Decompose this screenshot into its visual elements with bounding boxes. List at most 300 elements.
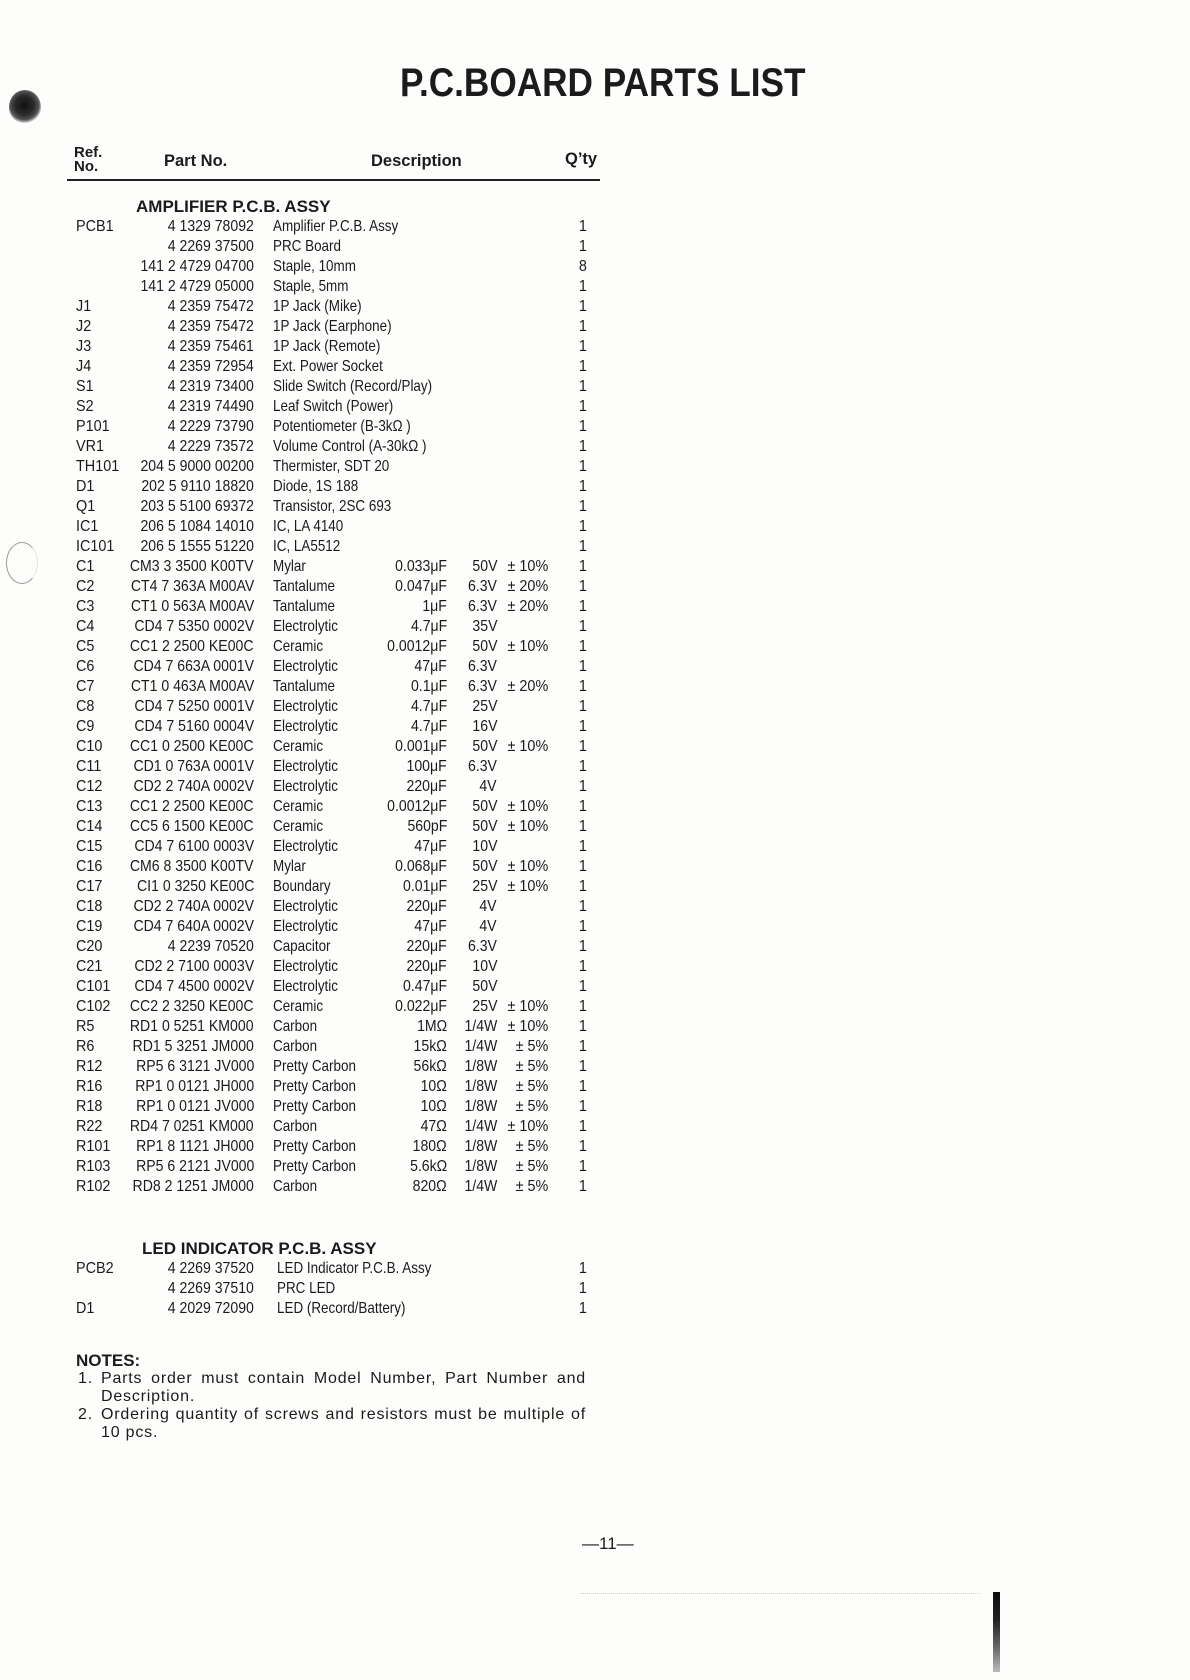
- part-no-cell: RP1 0 0121 JH000: [135, 1078, 254, 1095]
- parts-rows: [0, 1259, 1190, 1319]
- parts-row: [0, 897, 1190, 917]
- ref-no-cell: C17: [76, 878, 103, 895]
- rating-cell: 16V: [471, 718, 497, 735]
- description-cell: Electrolytic: [273, 898, 338, 915]
- part-no-cell: RP1 8 1121 JH000: [136, 1138, 254, 1155]
- qty-cell: 1: [578, 958, 587, 975]
- header-no: No.: [74, 158, 99, 175]
- qty-cell: 1: [578, 838, 587, 855]
- ref-no-cell: J2: [76, 318, 92, 335]
- part-no-cell: CD4 7 5250 0001V: [134, 698, 254, 715]
- ref-no-cell: R18: [76, 1098, 103, 1115]
- notes: [0, 1352, 1190, 1442]
- section-led-indicator: [0, 1239, 1190, 1319]
- tolerance-cell: ± 10%: [507, 558, 548, 575]
- value-cell: 0.001μF: [395, 738, 447, 755]
- part-no-cell: CC1 2 2500 KE00C: [130, 638, 254, 655]
- rating-cell: 4V: [479, 898, 497, 915]
- part-no-cell: 4 1329 78092: [167, 218, 254, 235]
- part-no-cell: 4 2359 72954: [167, 358, 254, 375]
- rating-cell: 4V: [479, 918, 497, 935]
- parts-row: [0, 1117, 1190, 1137]
- parts-row: [0, 357, 1190, 377]
- header-description: Description: [371, 152, 462, 170]
- qty-cell: 1: [578, 538, 587, 555]
- parts-row: [0, 997, 1190, 1017]
- description-cell: Carbon: [273, 1118, 318, 1135]
- part-no-cell: RD4 7 0251 KM000: [130, 1118, 254, 1135]
- qty-cell: 1: [578, 618, 587, 635]
- part-no-cell: CD2 2 7100 0003V: [134, 958, 254, 975]
- qty-cell: 1: [578, 1038, 587, 1055]
- note-item: [0, 1370, 1190, 1406]
- parts-row: [0, 297, 1190, 317]
- part-no-cell: CC5 6 1500 KE00C: [130, 818, 254, 835]
- qty-cell: 1: [578, 678, 587, 695]
- qty-cell: 1: [578, 978, 587, 995]
- value-cell: 0.01μF: [402, 878, 447, 895]
- qty-cell: 1: [578, 218, 587, 235]
- description-cell: PRC Board: [273, 238, 341, 255]
- ref-no-cell: D1: [76, 478, 95, 495]
- value-cell: 0.47μF: [402, 978, 447, 995]
- qty-cell: 1: [578, 798, 587, 815]
- rating-cell: 50V: [471, 638, 497, 655]
- description-cell: Ext. Power Socket: [273, 358, 383, 375]
- rating-cell: 1/8W: [464, 1058, 497, 1075]
- tolerance-cell: ± 10%: [507, 1018, 548, 1035]
- rating-cell: 50V: [471, 978, 497, 995]
- part-no-cell: 4 2269 37500: [167, 238, 254, 255]
- parts-row: [0, 1299, 1190, 1319]
- description-cell: IC, LA 4140: [273, 518, 344, 535]
- parts-row: [0, 437, 1190, 457]
- ref-no-cell: C12: [76, 778, 103, 795]
- description-cell: Ceramic: [273, 638, 324, 655]
- parts-row: [0, 257, 1190, 277]
- part-no-cell: CM3 3 3500 K00TV: [130, 558, 254, 575]
- parts-row: [0, 877, 1190, 897]
- notes-heading: NOTES:: [76, 1351, 141, 1370]
- ref-no-cell: R12: [76, 1058, 103, 1075]
- note-line: Description.: [101, 1388, 196, 1405]
- value-cell: 0.068μF: [395, 858, 447, 875]
- parts-row: [0, 977, 1190, 997]
- part-no-cell: 202 5 9110 18820: [141, 478, 254, 495]
- ref-no-cell: C8: [76, 698, 95, 715]
- tolerance-cell: ± 10%: [507, 798, 548, 815]
- value-cell: 220μF: [406, 778, 447, 795]
- qty-cell: 1: [578, 858, 587, 875]
- qty-cell: 1: [578, 698, 587, 715]
- qty-cell: 1: [578, 318, 587, 335]
- parts-row: [0, 277, 1190, 297]
- rating-cell: 50V: [471, 858, 497, 875]
- rating-cell: 50V: [471, 818, 497, 835]
- rating-cell: 1/4W: [464, 1178, 497, 1195]
- qty-cell: 1: [578, 238, 587, 255]
- part-no-cell: CD2 2 740A 0002V: [133, 898, 254, 915]
- value-cell: 0.0012μF: [387, 638, 447, 655]
- parts-row: [0, 337, 1190, 357]
- ref-no-cell: D1: [76, 1300, 95, 1317]
- rating-cell: 25V: [471, 998, 497, 1015]
- header-rule: [67, 179, 600, 181]
- qty-cell: 1: [578, 638, 587, 655]
- parts-row: [0, 237, 1190, 257]
- ref-no-cell: C101: [76, 978, 111, 995]
- ref-no-cell: IC1: [76, 518, 99, 535]
- part-no-cell: CC2 2 3250 KE00C: [130, 998, 254, 1015]
- part-no-cell: 4 2269 37510: [167, 1280, 254, 1297]
- description-cell: Electrolytic: [273, 778, 338, 795]
- description-cell: Tantalume: [273, 678, 336, 695]
- tolerance-cell: ± 5%: [515, 1078, 548, 1095]
- parts-row: [0, 1279, 1190, 1299]
- qty-cell: 1: [578, 1018, 587, 1035]
- ref-no-cell: C16: [76, 858, 103, 875]
- note-text: [101, 1406, 586, 1442]
- note-line: Parts order must contain Model Number, Part Number and: [101, 1370, 586, 1387]
- ref-no-cell: R101: [76, 1138, 111, 1155]
- ref-no-cell: C10: [76, 738, 103, 755]
- parts-row: [0, 817, 1190, 837]
- part-no-cell: 204 5 9000 00200: [140, 458, 254, 475]
- qty-cell: 1: [578, 718, 587, 735]
- parts-row: [0, 317, 1190, 337]
- value-cell: 4.7μF: [410, 718, 447, 735]
- rating-cell: 4V: [479, 778, 497, 795]
- description-cell: Carbon: [273, 1178, 318, 1195]
- ref-no-cell: J4: [76, 358, 92, 375]
- parts-row: [0, 477, 1190, 497]
- part-no-cell: 4 2359 75461: [167, 338, 254, 355]
- rating-cell: 1/8W: [464, 1078, 497, 1095]
- part-no-cell: RP5 6 3121 JV000: [135, 1058, 254, 1075]
- value-cell: 47μF: [414, 918, 447, 935]
- value-cell: 0.1μF: [410, 678, 447, 695]
- value-cell: 560pF: [407, 818, 447, 835]
- qty-cell: 1: [578, 918, 587, 935]
- value-cell: 0.047μF: [395, 578, 447, 595]
- rating-cell: 1/4W: [464, 1018, 497, 1035]
- ref-no-cell: PCB1: [76, 218, 114, 235]
- parts-rows: [0, 217, 1190, 1197]
- description-cell: Capacitor: [273, 938, 331, 955]
- tolerance-cell: ± 10%: [507, 858, 548, 875]
- qty-cell: 1: [578, 758, 587, 775]
- ref-no-cell: S1: [76, 378, 94, 395]
- qty-cell: 1: [578, 1058, 587, 1075]
- description-cell: Diode, 1S 188: [273, 478, 359, 495]
- description-cell: Ceramic: [273, 738, 324, 755]
- part-no-cell: 4 2229 73790: [167, 418, 254, 435]
- description-cell: Electrolytic: [273, 978, 338, 995]
- value-cell: 10Ω: [420, 1098, 447, 1115]
- description-cell: 1P Jack (Earphone): [273, 318, 392, 335]
- qty-cell: 1: [578, 558, 587, 575]
- tolerance-cell: ± 10%: [507, 638, 548, 655]
- ref-no-cell: C14: [76, 818, 103, 835]
- tolerance-cell: ± 5%: [515, 1158, 548, 1175]
- parts-row: [0, 417, 1190, 437]
- description-cell: Electrolytic: [273, 658, 338, 675]
- tolerance-cell: ± 10%: [507, 818, 548, 835]
- qty-cell: 1: [578, 458, 587, 475]
- rating-cell: 6.3V: [468, 598, 497, 615]
- value-cell: 47Ω: [420, 1118, 447, 1135]
- rating-cell: 6.3V: [468, 938, 497, 955]
- part-no-cell: RD8 2 1251 JM000: [132, 1178, 254, 1195]
- part-no-cell: CC1 0 2500 KE00C: [130, 738, 254, 755]
- qty-cell: 1: [578, 1118, 587, 1135]
- parts-row: [0, 517, 1190, 537]
- value-cell: 4.7μF: [410, 618, 447, 635]
- note-line: 10 pcs.: [101, 1424, 159, 1441]
- qty-cell: 1: [578, 658, 587, 675]
- ref-no-cell: C15: [76, 838, 103, 855]
- ref-no-cell: C1: [76, 558, 95, 575]
- ref-no-cell: C19: [76, 918, 103, 935]
- rating-cell: 6.3V: [468, 758, 497, 775]
- description-cell: LED (Record/Battery): [277, 1300, 406, 1317]
- tolerance-cell: ± 10%: [507, 738, 548, 755]
- description-cell: Pretty Carbon: [273, 1078, 356, 1095]
- parts-row: [0, 537, 1190, 557]
- parts-row: [0, 1017, 1190, 1037]
- parts-row: [0, 757, 1190, 777]
- rating-cell: 50V: [471, 738, 497, 755]
- ref-no-cell: C4: [76, 618, 95, 635]
- ref-no-cell: Q1: [76, 498, 96, 515]
- note-item: [0, 1406, 1190, 1442]
- qty-cell: 1: [578, 1098, 587, 1115]
- value-cell: 0.033μF: [395, 558, 447, 575]
- description-cell: Thermister, SDT 20: [273, 458, 390, 475]
- parts-row: [0, 777, 1190, 797]
- value-cell: 47μF: [414, 658, 447, 675]
- parts-row: [0, 1259, 1190, 1279]
- qty-cell: 1: [578, 998, 587, 1015]
- rating-cell: 50V: [471, 798, 497, 815]
- value-cell: 0.022μF: [395, 998, 447, 1015]
- parts-row: [0, 557, 1190, 577]
- ref-no-cell: C13: [76, 798, 103, 815]
- header-qty: Q’ty: [565, 150, 598, 168]
- description-cell: Ceramic: [273, 818, 324, 835]
- qty-cell: 1: [578, 418, 587, 435]
- description-cell: 1P Jack (Remote): [273, 338, 381, 355]
- part-no-cell: RD1 5 3251 JM000: [132, 1038, 254, 1055]
- part-no-cell: 4 2359 75472: [167, 298, 254, 315]
- description-cell: Leaf Switch (Power): [273, 398, 394, 415]
- part-no-cell: CD4 7 4500 0002V: [134, 978, 254, 995]
- rating-cell: 1/4W: [464, 1038, 497, 1055]
- qty-cell: 1: [578, 438, 587, 455]
- rating-cell: 10V: [471, 838, 497, 855]
- qty-cell: 1: [578, 1280, 587, 1297]
- ref-no-cell: C9: [76, 718, 95, 735]
- section-heading: LED INDICATOR P.C.B. ASSY: [142, 1239, 377, 1258]
- part-no-cell: 4 2229 73572: [167, 438, 254, 455]
- value-cell: 47μF: [414, 838, 447, 855]
- parts-row: [0, 657, 1190, 677]
- ref-no-cell: J1: [76, 298, 92, 315]
- part-no-cell: CT4 7 363A M00AV: [130, 578, 254, 595]
- description-cell: PRC LED: [277, 1280, 336, 1297]
- rating-cell: 6.3V: [468, 578, 497, 595]
- rating-cell: 35V: [471, 618, 497, 635]
- ref-no-cell: R6: [76, 1038, 95, 1055]
- parts-row: [0, 957, 1190, 977]
- description-cell: Potentiometer (B-3kΩ ): [273, 418, 411, 435]
- ref-no-cell: C21: [76, 958, 103, 975]
- parts-row: [0, 497, 1190, 517]
- tolerance-cell: ± 10%: [507, 1118, 548, 1135]
- rating-cell: 1/8W: [464, 1138, 497, 1155]
- part-no-cell: CI1 0 3250 KE00C: [136, 878, 254, 895]
- qty-cell: 1: [578, 778, 587, 795]
- rating-cell: 25V: [471, 878, 497, 895]
- ref-no-cell: S2: [76, 398, 94, 415]
- part-no-cell: 203 5 5100 69372: [140, 498, 254, 515]
- tolerance-cell: ± 20%: [507, 578, 548, 595]
- tolerance-cell: ± 5%: [515, 1138, 548, 1155]
- description-cell: 1P Jack (Mike): [273, 298, 362, 315]
- qty-cell: 1: [578, 578, 587, 595]
- description-cell: Electrolytic: [273, 618, 338, 635]
- ref-no-cell: C102: [76, 998, 111, 1015]
- scan-dotted-line: [580, 1593, 980, 1594]
- ref-no-cell: R22: [76, 1118, 103, 1135]
- part-no-cell: 206 5 1084 14010: [140, 518, 254, 535]
- parts-row: [0, 1057, 1190, 1077]
- ref-no-cell: P101: [76, 418, 110, 435]
- value-cell: 5.6kΩ: [409, 1158, 447, 1175]
- description-cell: Pretty Carbon: [273, 1158, 356, 1175]
- description-cell: IC, LA5512: [273, 538, 341, 555]
- part-no-cell: CT1 0 563A M00AV: [130, 598, 254, 615]
- tolerance-cell: ± 5%: [515, 1058, 548, 1075]
- qty-cell: 1: [578, 298, 587, 315]
- value-cell: 1μF: [422, 598, 447, 615]
- qty-cell: 1: [578, 1078, 587, 1095]
- section-amplifier: [0, 197, 1190, 1197]
- qty-cell: 1: [578, 1158, 587, 1175]
- part-no-cell: 4 2239 70520: [167, 938, 254, 955]
- part-no-cell: CM6 8 3500 K00TV: [130, 858, 254, 875]
- qty-cell: 1: [578, 738, 587, 755]
- parts-row: [0, 1097, 1190, 1117]
- part-no-cell: CT1 0 463A M00AV: [130, 678, 254, 695]
- description-cell: Ceramic: [273, 798, 324, 815]
- part-no-cell: CD1 0 763A 0001V: [133, 758, 254, 775]
- ref-no-cell: R102: [76, 1178, 111, 1195]
- description-cell: Electrolytic: [273, 838, 338, 855]
- part-no-cell: CD4 7 663A 0001V: [133, 658, 254, 675]
- description-cell: Tantalume: [273, 578, 336, 595]
- ref-no-cell: R103: [76, 1158, 111, 1175]
- section-heading: AMPLIFIER P.C.B. ASSY: [136, 197, 331, 216]
- description-cell: Amplifier P.C.B. Assy: [273, 218, 399, 235]
- part-no-cell: 4 2319 74490: [167, 398, 254, 415]
- parts-row: [0, 717, 1190, 737]
- value-cell: 0.0012μF: [387, 798, 447, 815]
- part-no-cell: 4 2029 72090: [167, 1300, 254, 1317]
- rating-cell: 50V: [471, 558, 497, 575]
- value-cell: 15kΩ: [413, 1038, 447, 1055]
- parts-row: [0, 1177, 1190, 1197]
- parts-row: [0, 597, 1190, 617]
- note-text: [101, 1370, 586, 1406]
- description-cell: Pretty Carbon: [273, 1058, 356, 1075]
- parts-row: [0, 677, 1190, 697]
- description-cell: Carbon: [273, 1038, 318, 1055]
- qty-cell: 1: [578, 1138, 587, 1155]
- parts-row: [0, 937, 1190, 957]
- parts-row: [0, 1077, 1190, 1097]
- header-ref: Ref.: [74, 144, 103, 161]
- description-cell: Carbon: [273, 1018, 318, 1035]
- parts-row: [0, 857, 1190, 877]
- page-title: P.C.BOARD PARTS LIST: [400, 61, 806, 105]
- rating-cell: 25V: [471, 698, 497, 715]
- description-cell: Electrolytic: [273, 758, 338, 775]
- part-no-cell: 4 2269 37520: [167, 1260, 254, 1277]
- parts-row: [0, 377, 1190, 397]
- value-cell: 4.7μF: [410, 698, 447, 715]
- description-cell: Boundary: [273, 878, 331, 895]
- rating-cell: 6.3V: [468, 678, 497, 695]
- qty-cell: 1: [578, 278, 587, 295]
- value-cell: 56kΩ: [413, 1058, 447, 1075]
- part-no-cell: 4 2359 75472: [167, 318, 254, 335]
- description-cell: LED Indicator P.C.B. Assy: [277, 1260, 432, 1277]
- ref-no-cell: C6: [76, 658, 95, 675]
- qty-cell: 1: [578, 598, 587, 615]
- ref-no-cell: TH101: [76, 458, 120, 475]
- note-number: 1.: [78, 1370, 93, 1387]
- description-cell: Tantalume: [273, 598, 336, 615]
- part-no-cell: 141 2 4729 05000: [140, 278, 254, 295]
- page-number: —11—: [582, 1534, 634, 1553]
- rating-cell: 1/8W: [464, 1098, 497, 1115]
- ref-no-cell: C5: [76, 638, 95, 655]
- description-cell: Electrolytic: [273, 918, 338, 935]
- description-cell: Transistor, 2SC 693: [273, 498, 392, 515]
- qty-cell: 1: [578, 398, 587, 415]
- description-cell: Staple, 10mm: [273, 258, 356, 275]
- parts-row: [0, 577, 1190, 597]
- part-no-cell: 4 2319 73400: [167, 378, 254, 395]
- parts-row: [0, 1137, 1190, 1157]
- parts-row: [0, 397, 1190, 417]
- parts-row: [0, 1157, 1190, 1177]
- part-no-cell: CD4 7 640A 0002V: [133, 918, 254, 935]
- parts-row: [0, 917, 1190, 937]
- part-no-cell: CC1 2 2500 KE00C: [130, 798, 254, 815]
- parts-row: [0, 697, 1190, 717]
- value-cell: 820Ω: [412, 1178, 447, 1195]
- qty-cell: 1: [578, 478, 587, 495]
- ref-no-cell: J3: [76, 338, 92, 355]
- qty-cell: 1: [578, 1300, 587, 1317]
- description-cell: Electrolytic: [273, 958, 338, 975]
- description-cell: Mylar: [273, 858, 306, 875]
- rating-cell: 1/4W: [464, 1118, 497, 1135]
- value-cell: 220μF: [406, 898, 447, 915]
- tolerance-cell: ± 10%: [507, 998, 548, 1015]
